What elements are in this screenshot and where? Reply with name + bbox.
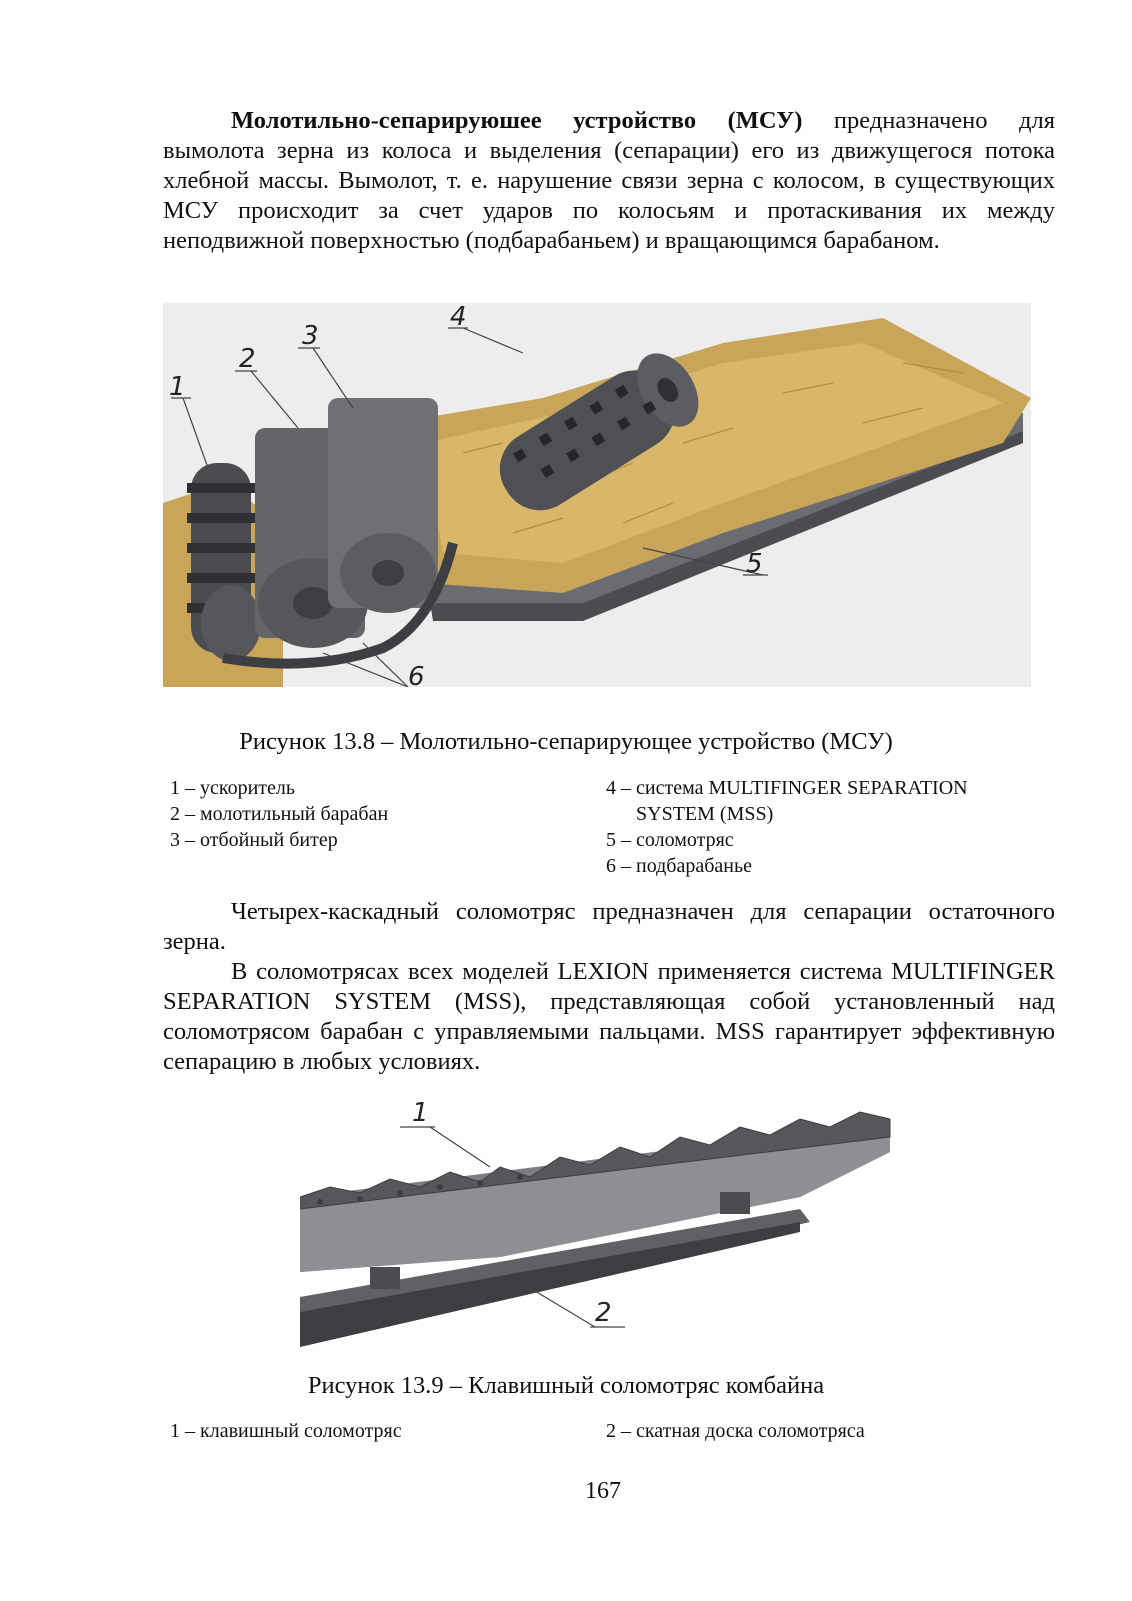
figure-13-8-label-6: 6 bbox=[408, 662, 425, 687]
intro-paragraph bbox=[163, 106, 1055, 256]
figure-13-8-label-2: 2 bbox=[239, 344, 256, 374]
figure-13-8-image bbox=[163, 303, 1031, 687]
figure-13-8-label-1: 1 bbox=[169, 372, 186, 402]
figure-13-8-label-5: 5 bbox=[746, 549, 763, 579]
figure-13-9-legend-right bbox=[606, 1418, 865, 1444]
legend-item: 6 – подбарабанье bbox=[606, 855, 752, 877]
figure-13-9-legend-left bbox=[170, 1418, 402, 1444]
legend-item: 1 – ускоритель bbox=[170, 777, 295, 799]
figure-13-9-caption: Рисунок 13.9 – Клавишный соломотряс комбайна bbox=[307, 1372, 825, 1399]
legend-item: 5 – соломотряс bbox=[606, 829, 734, 851]
figure-13-9-label-1: 1 bbox=[412, 1098, 429, 1128]
intro-text: предназначено для вымолота зерна из колоса и выделения (сепарации) его из движущегося потока хлебной массы. Вымолот, т. е. нарушение связи зерна с колосом, в существующих МСУ происходит за счет ударов по колосьям и протаскивания их между неподвижной поверхностью (подбарабаньем) и вращающимся барабаном. bbox=[163, 107, 1055, 254]
legend-item: 2 – скатная доска соломотряса bbox=[606, 1420, 865, 1442]
legend-item: 4 – система MULTIFINGER SEPARATION bbox=[606, 777, 968, 799]
page-number: 167 bbox=[585, 1478, 621, 1504]
figure-13-8-caption: Рисунок 13.8 – Молотильно-сепарирующее устройство (МСУ) bbox=[239, 728, 893, 755]
figure-13-8-legend-right bbox=[606, 775, 968, 879]
figure-13-8-legend-left bbox=[170, 775, 388, 853]
intro-bold-lead: Молотильно-сепарируюшее устройство (МСУ) bbox=[231, 107, 803, 134]
paragraph-mss: В соломотрясах всех моделей LEXION применяется система MULTIFINGER SEPARATION SYSTEM (MSS), представляющая собой установленный над соломотрясом барабан с управляемыми пальцами. MSS гарантирует эффективную сепарацию в любых условиях. bbox=[163, 958, 1055, 1075]
legend-item: 3 – отбойный битер bbox=[170, 829, 338, 851]
figure-13-8-label-3: 3 bbox=[302, 321, 319, 351]
paragraph-straw-walker: Четырех-каскадный соломотряс предназначен для сепарации остаточного зерна. bbox=[163, 898, 1055, 955]
body-paragraphs bbox=[163, 897, 1055, 1077]
legend-item: 2 – молотильный барабан bbox=[170, 803, 389, 825]
figure-13-9-image bbox=[300, 1097, 900, 1347]
legend-item: 1 – клавишный соломотряс bbox=[170, 1420, 402, 1442]
figure-13-8-label-4: 4 bbox=[450, 303, 467, 332]
legend-item: SYSTEM (MSS) bbox=[636, 803, 774, 825]
figure-13-9-label-2: 2 bbox=[595, 1298, 612, 1328]
